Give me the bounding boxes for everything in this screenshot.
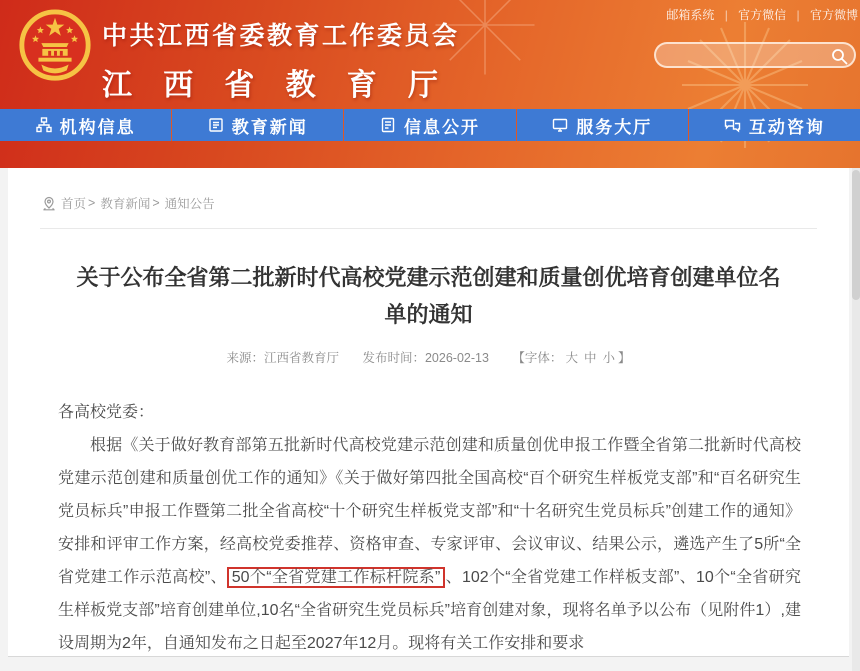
breadcrumb-separator: > <box>152 196 160 210</box>
sitemap-icon <box>36 117 52 133</box>
font-size-prefix: 【字体： <box>512 351 563 365</box>
news-icon <box>208 117 224 133</box>
search-input[interactable] <box>666 45 826 65</box>
scrollbar-thumb[interactable] <box>852 170 860 300</box>
breadcrumb-notice-announcement[interactable]: 通知公告 <box>164 197 215 211</box>
article-paragraph <box>58 429 801 657</box>
document-list-icon <box>380 117 396 133</box>
article-body <box>58 396 801 657</box>
nav-item-interactive-consult[interactable] <box>689 109 860 141</box>
mail-system-link[interactable]: 邮箱系统 <box>666 8 715 22</box>
nav-item-service-hall[interactable] <box>517 109 689 141</box>
font-size-suffix: 】 <box>617 351 631 365</box>
department-title: 江西省教育厅 <box>102 69 438 102</box>
monitor-icon <box>552 117 568 133</box>
nav-item-education-news[interactable] <box>172 109 344 141</box>
font-size-small-button[interactable]: 小 <box>602 351 615 365</box>
chat-icon <box>724 117 741 133</box>
search-icon[interactable] <box>831 48 848 65</box>
breadcrumb-divider <box>40 228 817 229</box>
official-weibo-link[interactable]: 官方微博 <box>809 8 858 22</box>
nav-label: 互动咨询 <box>748 117 825 137</box>
article-publish-time: 发布时间：2026-02-13 <box>362 351 489 365</box>
nav-item-org-info[interactable] <box>0 109 172 141</box>
org-committee-title: 中共江西省委教育工作委员会 <box>102 22 460 50</box>
article-salutation: 各高校党委： <box>58 404 155 421</box>
location-icon <box>42 196 56 211</box>
article-source: 来源：江西省教育厅 <box>226 351 339 365</box>
content-card <box>8 168 849 657</box>
official-wechat-link[interactable]: 官方微信 <box>738 8 787 22</box>
breadcrumb-separator: > <box>88 196 96 210</box>
font-size-large-button[interactable]: 大 <box>565 351 578 365</box>
nav-label: 教育新闻 <box>231 117 308 137</box>
highlighted-text-red-box: 50个“全省党建工作标杆院系” <box>227 567 446 588</box>
paragraph-text-before: 根据《关于做好教育部第五批新时代高校党建示范创建和质量创优申报工作暨全省第二批新时代高校党建示范创建和质量创优工作的通知》《关于做好第四批全国高校“百个研究生样板党支部”和“百名研究生党员标兵”申报工作暨第二批全省高校“十个研究生样板党支部”和“十名研究生党员标兵”创建工作的通知》安排和评审工作方案，经高校党委推荐、资格审查、专家评审、会议审议、结果公示，遴选产生了5所“全省党建工作示范高校”、 <box>58 437 801 586</box>
site-title-block <box>102 16 460 104</box>
nav-label: 信息公开 <box>404 117 480 137</box>
article-title: 关于公布全省第二批新时代高校党建示范创建和质量创优培育创建单位名单的通知 <box>76 265 781 327</box>
site-search-box[interactable] <box>654 42 856 68</box>
font-size-medium-button[interactable]: 中 <box>583 351 597 365</box>
link-divider: | <box>724 8 728 22</box>
breadcrumb-education-news[interactable]: 教育新闻 <box>100 197 151 211</box>
breadcrumb <box>8 168 849 212</box>
national-emblem-logo <box>16 6 94 88</box>
nav-label: 机构信息 <box>59 117 136 137</box>
link-divider: | <box>796 8 800 22</box>
main-navigation <box>0 109 860 141</box>
paragraph-text-after: 、102个“全省党建工作样板支部”、10个“全省研究生样板党支部”培育创建单位,10名“全省研究生党员标兵”培育创建对象，现将名单予以公布（见附件1）,建设周期为2年，自通知发布之日起至2027年12月。现将有关工作安排和要求 <box>58 569 801 652</box>
site-header <box>0 0 860 168</box>
nav-label: 服务大厅 <box>576 117 653 137</box>
font-size-control <box>512 351 630 365</box>
scrollbar-track[interactable] <box>852 168 860 671</box>
nav-item-info-disclosure[interactable] <box>344 109 516 141</box>
header-utility-links <box>666 6 858 23</box>
article-meta <box>8 348 849 366</box>
breadcrumb-home[interactable]: 首页 <box>61 197 87 211</box>
